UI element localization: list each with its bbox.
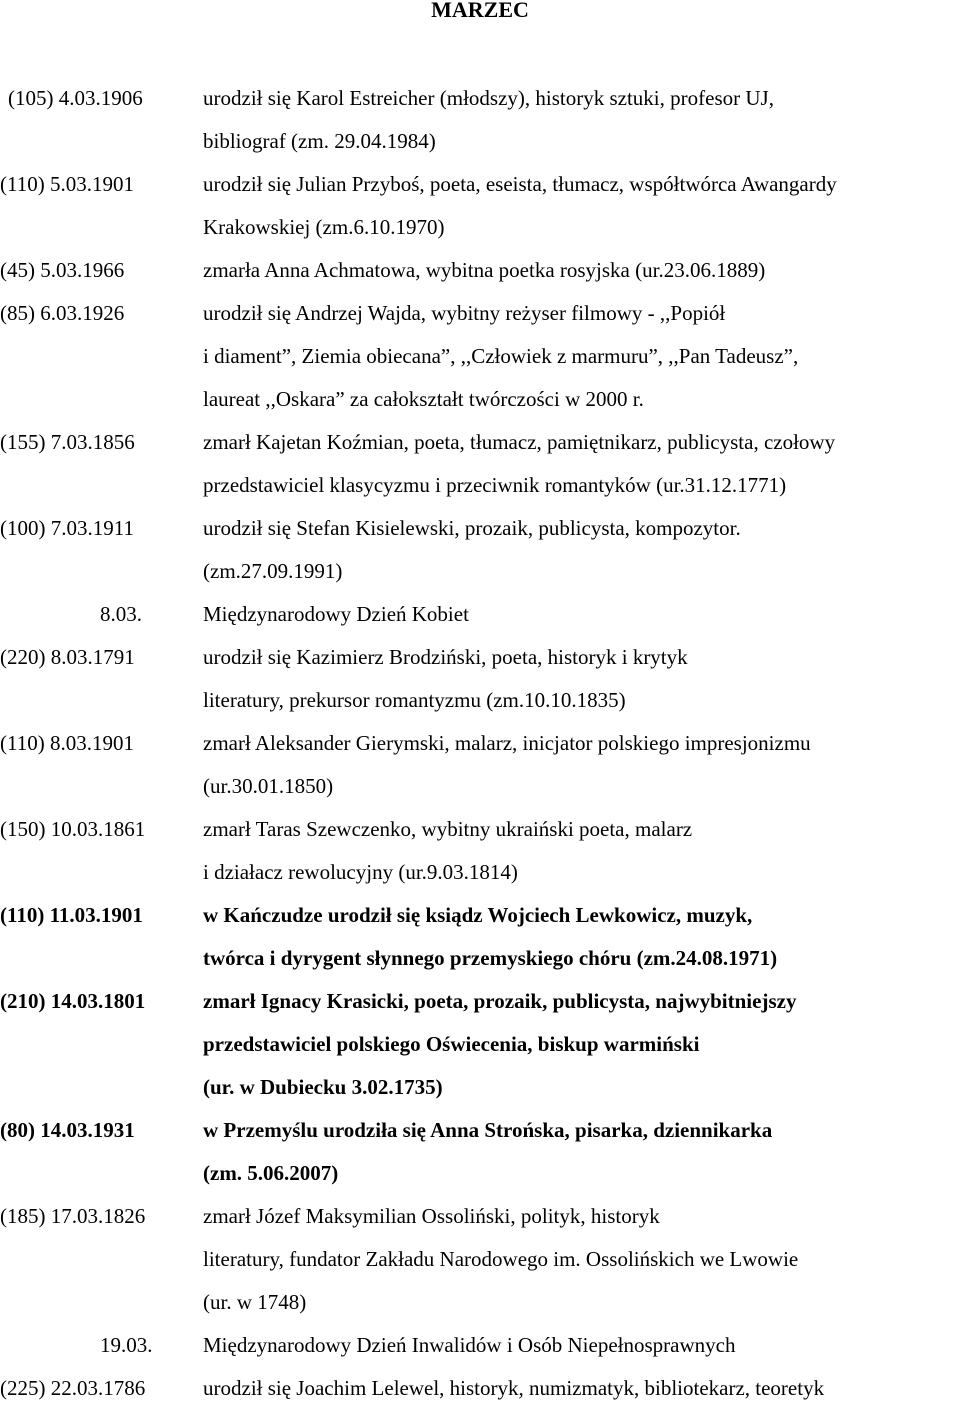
entry-date: 8.03. [100,602,142,626]
entry-description-line: urodził się Joachim Lelewel, historyk, numizmatyk, bibliotekarz, teoretyk [203,1376,825,1400]
entry-description-line: (ur. w 1748) [203,1290,307,1314]
entry-description [203,249,958,292]
entry-description-line: twórca i dyrygent słynnego przemyskiego chóru (zm.24.08.1971) [203,946,778,970]
entry-description-line: literatury, fundator Zakładu Narodowego im. Ossolińskich we Lwowie [203,1247,799,1271]
entry-description-line: i działacz rewolucyjny (ur.9.03.1814) [203,860,518,884]
entry-description [203,1109,958,1195]
entry-description-line: bibliograf (zm. 29.04.1984) [203,129,436,153]
entry-description [203,808,958,894]
entry-description-line: (zm.27.09.1991) [203,559,343,583]
entry-description-line: zmarł Aleksander Gierymski, malarz, inicjator polskiego impresjonizmu [203,731,811,755]
entry-date: 19.03. [100,1333,153,1357]
calendar-entry [0,636,960,722]
page-title: MARZEC [431,0,529,22]
calendar-entry [0,808,960,894]
entry-description-line: urodził się Julian Przyboś, poeta, eseista, tłumacz, współtwórca Awangardy [203,172,837,196]
entry-description-line: zmarł Kajetan Koźmian, poeta, tłumacz, pamiętnikarz, publicysta, czołowy [203,430,836,454]
calendar-entry [0,1324,960,1367]
entry-date: (210) 14.03.1801 [0,989,146,1013]
calendar-entry [0,894,960,980]
entry-description-line: (ur.30.01.1850) [203,774,334,798]
entry-date: (110) 11.03.1901 [0,903,143,927]
entry-description [203,292,958,421]
calendar-entry [0,980,960,1109]
calendar-entries [0,77,960,1410]
entry-description-line: w Kańczudze urodził się ksiądz Wojciech Lewkowicz, muzyk, [203,903,753,927]
calendar-entry [0,593,960,636]
calendar-entry [0,249,960,292]
entry-date: (220) 8.03.1791 [0,645,135,669]
entry-description-line: Międzynarodowy Dzień Inwalidów i Osób Niepełnosprawnych [203,1333,736,1357]
entry-description-line: zmarła Anna Achmatowa, wybitna poetka rosyjska (ur.23.06.1889) [203,258,766,282]
entry-description [203,593,958,636]
entry-description [203,1367,958,1410]
entry-date: (100) 7.03.1911 [0,516,134,540]
entry-description-line: w Przemyślu urodziła się Anna Strońska, pisarka, dziennikarka [203,1118,773,1142]
entry-description-line: przedstawiciel klasycyzmu i przeciwnik romantyków (ur.31.12.1771) [203,473,787,497]
entry-date: (45) 5.03.1966 [0,258,125,282]
entry-date: (85) 6.03.1926 [0,301,125,325]
entry-description-line: urodził się Stefan Kisielewski, prozaik, publicysta, kompozytor. [203,516,741,540]
entry-description [203,1324,958,1367]
entry-date: (185) 17.03.1826 [0,1204,146,1228]
entry-description-line: zmarł Józef Maksymilian Ossoliński, polityk, historyk [203,1204,660,1228]
entry-date: (110) 5.03.1901 [0,172,134,196]
calendar-entry [0,421,960,507]
entry-date: (110) 8.03.1901 [0,731,134,755]
calendar-entry [0,1367,960,1410]
entry-description-line: zmarł Ignacy Krasicki, poeta, prozaik, publicysta, najwybitniejszy [203,989,797,1013]
calendar-entry [0,722,960,808]
entry-description-line: laureat ,,Oskara” za całokształt twórczości w 2000 r. [203,387,644,411]
entry-description [203,636,958,722]
entry-date: (155) 7.03.1856 [0,430,135,454]
entry-description-line: Krakowskiej (zm.6.10.1970) [203,215,445,239]
entry-description-line: (zm. 5.06.2007) [203,1161,339,1185]
entry-description-line: przedstawiciel polskiego Oświecenia, biskup warmiński [203,1032,700,1056]
calendar-entry [0,163,960,249]
entry-description-line: Międzynarodowy Dzień Kobiet [203,602,469,626]
entry-description [203,980,958,1109]
entry-description-line: i diament”, Ziemia obiecana”, ,,Człowiek z marmuru”, ,,Pan Tadeusz”, [203,344,799,368]
entry-description [203,894,958,980]
entry-description-line: urodził się Andrzej Wajda, wybitny reżyser filmowy - ,,Popiół [203,301,726,325]
entry-date: (80) 14.03.1931 [0,1118,135,1142]
entry-description [203,77,958,163]
entry-description-line: (ur. w Dubiecku 3.02.1735) [203,1075,443,1099]
entry-date: (150) 10.03.1861 [0,817,146,841]
entry-description-line: urodził się Kazimierz Brodziński, poeta, historyk i krytyk [203,645,688,669]
entry-date: (225) 22.03.1786 [0,1376,146,1400]
entry-description-line: urodził się Karol Estreicher (młodszy), historyk sztuki, profesor UJ, [203,86,774,110]
entry-description [203,722,958,808]
calendar-entry [0,1109,960,1195]
calendar-entry [0,1195,960,1324]
calendar-entry [0,77,960,163]
calendar-entry [0,507,960,593]
entry-date: (105) 4.03.1906 [8,86,143,110]
entry-description [203,163,958,249]
calendar-entry [0,292,960,421]
entry-description [203,421,958,507]
entry-description-line: literatury, prekursor romantyzmu (zm.10.10.1835) [203,688,626,712]
entry-description [203,1195,958,1324]
entry-description [203,507,958,593]
entry-description-line: zmarł Taras Szewczenko, wybitny ukraiński poeta, malarz [203,817,693,841]
